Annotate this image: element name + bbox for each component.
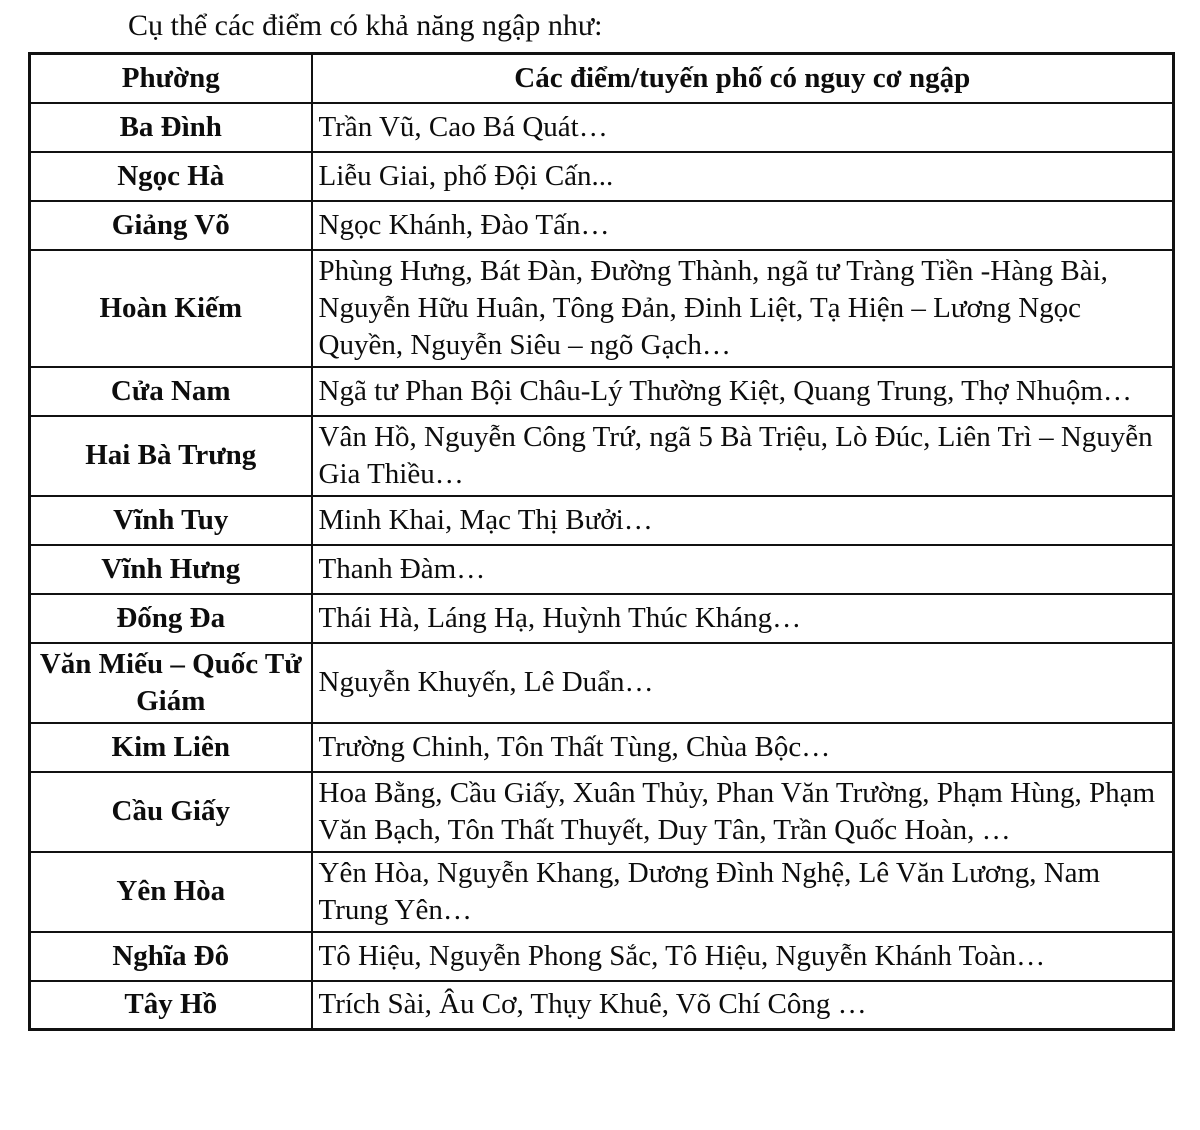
flood-points-cell: Hoa Bằng, Cầu Giấy, Xuân Thủy, Phan Văn Trường, Phạm Hùng, Phạm Văn Bạch, Tôn Thất Thuyết, Duy Tân, Trần Quốc Hoàn, … [312, 772, 1174, 852]
ward-name-cell: Cầu Giấy [30, 772, 312, 852]
ward-name-cell: Vĩnh Tuy [30, 496, 312, 545]
ward-name-cell: Ba Đình [30, 103, 312, 152]
flood-points-cell: Ngã tư Phan Bội Châu-Lý Thường Kiệt, Quang Trung, Thợ Nhuộm… [312, 367, 1174, 416]
table-row [30, 250, 1174, 367]
ward-name-cell: Vĩnh Hưng [30, 545, 312, 594]
ward-name-cell: Đống Đa [30, 594, 312, 643]
flood-points-cell: Nguyễn Khuyến, Lê Duẩn… [312, 643, 1174, 723]
ward-name-cell: Yên Hòa [30, 852, 312, 932]
flood-risk-table [28, 52, 1175, 1031]
flood-points-cell: Yên Hòa, Nguyễn Khang, Dương Đình Nghệ, Lê Văn Lương, Nam Trung Yên… [312, 852, 1174, 932]
table-row [30, 545, 1174, 594]
table-row [30, 416, 1174, 496]
ward-name-cell: Cửa Nam [30, 367, 312, 416]
ward-name-cell: Hoàn Kiếm [30, 250, 312, 367]
ward-name-cell: Văn Miếu – Quốc Tử Giám [30, 643, 312, 723]
table-header-row [30, 54, 1174, 103]
table-body [30, 103, 1174, 1030]
table-row [30, 772, 1174, 852]
flood-points-cell: Minh Khai, Mạc Thị Bưởi… [312, 496, 1174, 545]
flood-points-cell: Liễu Giai, phố Đội Cấn... [312, 152, 1174, 201]
flood-points-cell: Ngọc Khánh, Đào Tấn… [312, 201, 1174, 250]
ward-name-cell: Kim Liên [30, 723, 312, 772]
flood-points-cell: Trường Chinh, Tôn Thất Tùng, Chùa Bộc… [312, 723, 1174, 772]
table-row [30, 594, 1174, 643]
ward-name-cell: Nghĩa Đô [30, 932, 312, 981]
table-row [30, 152, 1174, 201]
flood-points-cell: Vân Hồ, Nguyễn Công Trứ, ngã 5 Bà Triệu, Lò Đúc, Liên Trì – Nguyễn Gia Thiều… [312, 416, 1174, 496]
table-row [30, 981, 1174, 1030]
table-row [30, 643, 1174, 723]
intro-text: Cụ thể các điểm có khả năng ngập như: [128, 9, 603, 42]
table-row [30, 932, 1174, 981]
ward-name-cell: Ngọc Hà [30, 152, 312, 201]
table-row [30, 496, 1174, 545]
flood-points-cell: Phùng Hưng, Bát Đàn, Đường Thành, ngã tư Tràng Tiền -Hàng Bài, Nguyễn Hữu Huân, Tông Đản, Đinh Liệt, Tạ Hiện – Lương Ngọc Quyền, Nguyễn Siêu – ngõ Gạch… [312, 250, 1174, 367]
column-header-points: Các điểm/tuyến phố có nguy cơ ngập [312, 54, 1174, 103]
column-header-ward: Phường [30, 54, 312, 103]
table-row [30, 103, 1174, 152]
flood-points-cell: Trích Sài, Âu Cơ, Thụy Khuê, Võ Chí Công … [312, 981, 1174, 1030]
ward-name-cell: Tây Hồ [30, 981, 312, 1030]
table-row [30, 201, 1174, 250]
ward-name-cell: Hai Bà Trưng [30, 416, 312, 496]
table-row [30, 367, 1174, 416]
flood-points-cell: Thái Hà, Láng Hạ, Huỳnh Thúc Kháng… [312, 594, 1174, 643]
flood-points-cell: Thanh Đàm… [312, 545, 1174, 594]
table-row [30, 723, 1174, 772]
flood-points-cell: Trần Vũ, Cao Bá Quát… [312, 103, 1174, 152]
table-row [30, 852, 1174, 932]
flood-points-cell: Tô Hiệu, Nguyễn Phong Sắc, Tô Hiệu, Nguyễn Khánh Toàn… [312, 932, 1174, 981]
ward-name-cell: Giảng Võ [30, 201, 312, 250]
